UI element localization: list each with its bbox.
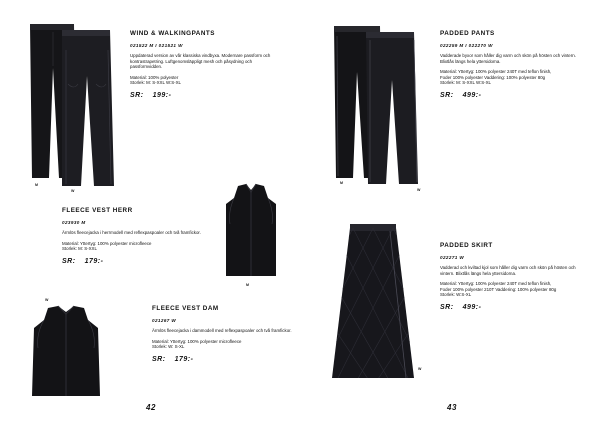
fleece-vest-herr-image — [222, 182, 280, 282]
image-tag-w: W — [417, 188, 421, 192]
image-tag-w: W — [45, 298, 49, 302]
product-price — [130, 92, 285, 99]
price-value: 499:- — [462, 91, 482, 99]
pants-pair-illustration — [328, 22, 420, 187]
price-prefix: SR: — [440, 91, 454, 99]
product-lining: Foder 100% polyester 210T Vaddering: 100% polyester 80g — [440, 286, 557, 292]
price-prefix: SR: — [440, 303, 454, 311]
vest-illustration — [222, 182, 280, 282]
product-size: Storlek: M: S-XXL W:S-XL — [440, 80, 491, 86]
product-wind-walkingpants — [130, 30, 285, 99]
pants-front — [62, 30, 114, 186]
product-lining: Foder 100% polyester Vaddering: 100% polyester 80g — [440, 74, 546, 80]
product-padded-skirt — [440, 242, 590, 311]
product-fleece-vest-herr — [62, 207, 212, 265]
product-material: Material: Yttertyg: 100% polyester 240T med teflon finish, — [440, 69, 552, 75]
padded-pants-image — [328, 22, 420, 187]
price-value: 179:- — [174, 355, 194, 363]
product-material: Material: Yttertyg: 100% polyester 240T med teflon finish, — [440, 281, 552, 287]
product-title: PADDED PANTS — [440, 30, 495, 37]
product-description: Uppdaterad version av vår klassiska vindbyxa. Modernare passform och kontrastrapetring. Luftgenomsläppligt mesh och påsydning och passformvidden. — [130, 53, 271, 70]
product-price — [440, 304, 590, 311]
product-title: FLEECE VEST DAM — [152, 305, 219, 312]
product-material: Material: 100% polyester — [130, 74, 179, 80]
price-prefix: SR: — [62, 257, 76, 265]
product-description: Vadderad och kviltad kjol som håller dig varm och skön på hösten och vintern. Blixtlås längs hela yttersidorna. — [440, 265, 576, 276]
product-description: Ärmlös fleecejacka i herrmodell med reflexpaspoaler och två framfickor. — [62, 230, 201, 235]
product-code: 021267 W — [152, 318, 177, 323]
product-code: 021522 M I 021521 W — [130, 43, 183, 48]
product-title: FLEECE VEST HERR — [62, 207, 133, 214]
quilted-skirt-illustration — [330, 222, 416, 382]
fleece-vest-dam-image — [26, 304, 106, 402]
product-price — [62, 258, 212, 265]
pants-pair-illustration — [22, 20, 122, 190]
image-tag-w: W — [71, 189, 75, 193]
product-padded-pants — [440, 30, 590, 99]
product-code: 022271 W — [440, 255, 465, 260]
price-value: 179:- — [84, 257, 104, 265]
price-prefix: SR: — [130, 91, 144, 99]
product-code: 023930 M — [62, 220, 86, 225]
product-title: WIND & WALKINGPANTS — [130, 30, 215, 37]
product-size: Storlek: W:S-XL — [440, 292, 472, 298]
image-tag-m: M — [246, 283, 249, 287]
product-description: Vadderade byxor som håller dig varm och skön på hösten och vintern. Blixtlås längs hela yttersidorna. — [440, 53, 576, 64]
product-code: 022259 M I 022270 W — [440, 43, 493, 48]
padded-skirt-image — [330, 222, 416, 382]
product-material: Material: Yttertyg: 100% polyester microfleece — [62, 240, 152, 246]
product-fleece-vest-dam — [152, 305, 292, 363]
pants-front — [366, 32, 418, 184]
price-value: 499:- — [462, 303, 482, 311]
price-value: 199:- — [152, 91, 172, 99]
product-size: Storlek: M: S-XXL W:S-XL — [130, 80, 181, 86]
product-price — [440, 92, 590, 99]
page-number: 43 — [447, 403, 457, 412]
image-tag-m: M — [35, 183, 38, 187]
image-tag-w: W — [418, 367, 422, 371]
product-price — [152, 356, 292, 363]
image-tag-m: M — [340, 181, 343, 185]
product-size: Storlek: W: S-XL — [152, 344, 185, 350]
product-description: Ärmlös fleecejacka i dammodell med reflexpaspoaler och två framfickor. — [152, 328, 292, 333]
vest-illustration — [26, 304, 106, 402]
wind-walkingpants-image — [22, 20, 122, 190]
price-prefix: SR: — [152, 355, 166, 363]
product-size: Storlek: M: S-XXL — [62, 246, 97, 252]
product-material: Material: Yttertyg: 100% polyester microfleece — [152, 338, 242, 344]
page-number: 42 — [146, 403, 156, 412]
product-title: PADDED SKIRT — [440, 242, 493, 249]
catalog-page-right — [300, 0, 600, 424]
